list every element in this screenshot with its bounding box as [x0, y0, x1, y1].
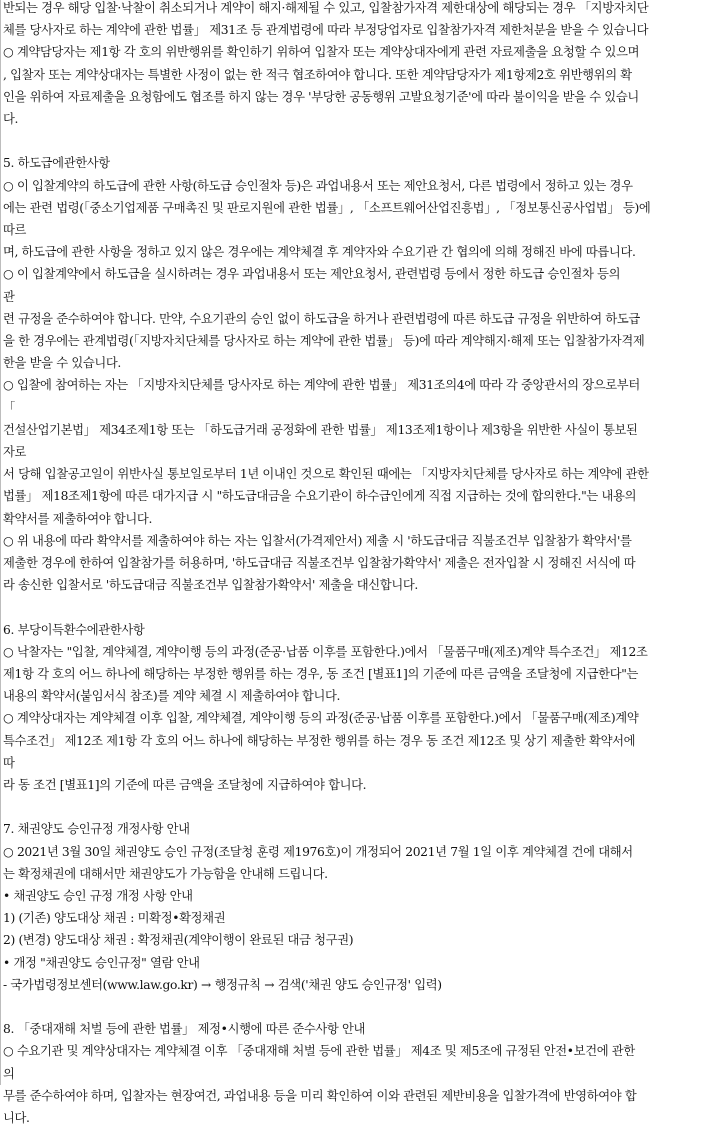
blank-line: [3, 596, 718, 618]
blank-line: [3, 796, 718, 818]
text-line: 따르: [3, 223, 27, 237]
text-line: 을 한 경우에는 관계법령(「지방자치단체를 당사자로 하는 계약에 관한 법률」 등)에 따라 계약해지·해제 또는 입찰참가자격제: [3, 334, 645, 348]
text-line: ○ 위 내용에 따라 확약서를 제출하여야 하는 자는 입찰서(가격제안서) 제출 시 '하도급대금 직불조건부 입찰참가 확약서'를: [3, 533, 632, 548]
text-line: ○ 입찰에 참여하는 자는 「지방자치단체를 당사자로 하는 계약에 관한 법률」 제31조의4에 따라 각 중앙관서의 장으로부터: [3, 378, 640, 393]
text-line: 다.: [3, 112, 19, 126]
blank-line: [3, 996, 718, 1018]
text-line: ○ 계약상대자는 계약체결 이후 입찰, 계약체결, 계약이행 등의 과정(준공·납품 이후를 포함한다.)에서 「물품구매(제조)계약: [3, 711, 639, 726]
text-line: 한을 받을 수 있습니다.: [3, 356, 121, 371]
text-line: • 개정 "채권양도 승인규정" 열람 안내: [3, 955, 200, 970]
text-line: 따: [3, 755, 15, 770]
text-line: 인을 위하여 자료제출을 요청함에도 협조를 하지 않는 경우 '부당한 공동행위 고발요청기준'에 따라 불이익을 받을 수 있습니: [3, 89, 639, 104]
text-line: - 국가법령정보센터(www.law.go.kr) → 행정규칙 → 검색('채권 양도 승인규정' 입력): [3, 977, 442, 992]
text-line: ○ 이 입찰계약의 하도급에 관한 사항(하도급 승인절차 등)은 과업내용서 또는 제안요청서, 다른 법령에서 정하고 있는 경우: [3, 178, 633, 193]
text-line: 특수조건」 제12조 제1항 각 호의 어느 하나에 해당하는 부정한 행위를 하는 경우 동 조건 제12조 및 상기 제출한 확약서에: [3, 733, 636, 748]
text-line: 의: [3, 1066, 15, 1081]
text-line: 며, 하도급에 관한 사항을 정하고 있지 않은 경우에는 계약체결 후 계약자와 수요기관 간 협의에 의해 정해진 바에 따릅니다.: [3, 245, 636, 260]
text-line: 반되는 경우 해당 입찰·낙찰이 취소되거나 계약이 해지·해제될 수 있고, 입찰참가자격 제한대상에 해당되는 경우 「지방자치단: [3, 1, 649, 15]
text-line: 자로: [3, 445, 27, 459]
text-line: 건설산업기본법」 제34조제1항 또는 「하도급거래 공정화에 관한 법률」 제13조제1항이나 제3항을 위반한 사실이 통보된: [3, 422, 638, 437]
text-line: ○ 2021년 3월 30일 채권양도 승인 규정(조달청 훈령 제1976호)이 개정되어 2021년 7월 1일 이후 계약체결 건에 대해서: [3, 844, 633, 859]
text-line: • 채권양도 승인 규정 개정 사항 안내: [3, 889, 193, 903]
text-line: 확약서를 제출하여야 합니다.: [3, 511, 153, 526]
text-line: ○ 낙찰자는 "입찰, 계약체결, 계약이행 등의 과정(준공·납품 이후를 포함한다.)에서 「물품구매(제조)계약 특수조건」 제12조: [3, 644, 648, 659]
text-line: , 입찰자 또는 계약상대자는 특별한 사정이 없는 한 적극 협조하여야 합니다. 또한 계약담당자가 제1항제2호 위반행위의 확: [3, 67, 632, 82]
text-line: 6. 부당이득환수에관한사항: [3, 622, 145, 637]
text-line: ○ 계약담당자는 제1항 각 호의 위반행위를 확인하기 위하여 입찰자 또는 계약상대자에게 관련 자료제출을 요청할 수 있으며: [3, 45, 640, 60]
text-line: 「: [3, 400, 15, 415]
text-line: 5. 하도급에관한사항: [3, 156, 110, 171]
text-line: 체를 당사자로 하는 계약에 관한 법률」 제31조 등 관계법령에 따라 부정당업자로 입찰참가자격 제한처분을 받을 수 있습니다: [3, 23, 649, 38]
text-line: 서 당해 입찰공고일이 위반사실 통보일로부터 1년 이내인 것으로 확인된 때에는 「지방자치단체를 당사자로 하는 계약에 관한: [3, 467, 649, 482]
text-line: ○ 이 입찰계약에서 하도급을 실시하려는 경우 과업내용서 또는 제안요청서, 관련법령 등에서 정한 하도급 승인절차 등의: [3, 267, 621, 282]
text-line: 내용의 확약서(붙임서식 참조)를 계약 체결 시 제출하여야 합니다.: [3, 689, 341, 704]
text-line: 제출한 경우에 한하여 입찰참가를 허용하며, '하도급대금 직불조건부 입찰참가확약서' 제출은 전자입찰 시 정해진 서식에 따: [3, 556, 636, 570]
text-line: 무를 준수하여야 하며, 입찰자는 현장여건, 과업내용 등을 미리 확인하여 이와 관련된 제반비용을 입찰가격에 반영하여야 합: [3, 1088, 637, 1103]
text-line: 는 확정채권에 대해서만 채권양도가 가능함을 안내해 드립니다.: [3, 866, 328, 881]
text-line: 7. 채권양도 승인규정 개정사항 안내: [3, 822, 190, 837]
text-line: 8. 「중대재해 처벌 등에 관한 법률」 제정•시행에 따른 준수사항 안내: [3, 1022, 366, 1037]
text-line: 라 송신한 입찰서로 '하도급대금 직불조건부 입찰참가확약서' 제출을 대신합니다.: [3, 578, 418, 593]
text-line: 2) (변경) 양도대상 채권 : 확정채권(계약이행이 완료된 대금 청구권): [3, 933, 354, 948]
text-line: 관: [3, 289, 15, 304]
text-line: 련 규정을 준수하여야 합니다. 만약, 수요기관의 승인 없이 하도급을 하거나 관련법령에 따른 하도급 규정을 위반하여 하도급: [3, 311, 640, 326]
text-line: 에는 관련 법령(「중소기업제품 구매촉진 및 판로지원에 관한 법률」, 「소프트웨어산업진흥법」, 「정보통신공사업법」 등)에: [3, 200, 651, 215]
text-line: 법률」 제18조제1항에 따른 대가지급 시 "하도급대금을 수요기관이 하수급인에게 직접 지급하는 것에 합의한다."는 내용의: [3, 489, 637, 504]
text-line: 라 동 조건 [별표1]의 기준에 따른 금액을 조달청에 지급하여야 합니다.: [3, 778, 367, 792]
text-line: ○ 수요기관 및 계약상대자는 계약체결 이후 「중대재해 처벌 등에 관한 법률」 제4조 및 제5조에 규정된 안전•보건에 관한: [3, 1044, 635, 1059]
text-line: 1) (기존) 양도대상 채권 : 미확정•확정채권: [3, 911, 226, 926]
text-line: 제1항 각 호의 어느 하나에 해당하는 부정한 행위를 하는 경우, 동 조건 [별표1]의 기준에 따른 금액을 조달청에 지급한다"는: [3, 667, 639, 681]
text-line: 니다.: [3, 1111, 30, 1125]
blank-line: [3, 130, 718, 152]
